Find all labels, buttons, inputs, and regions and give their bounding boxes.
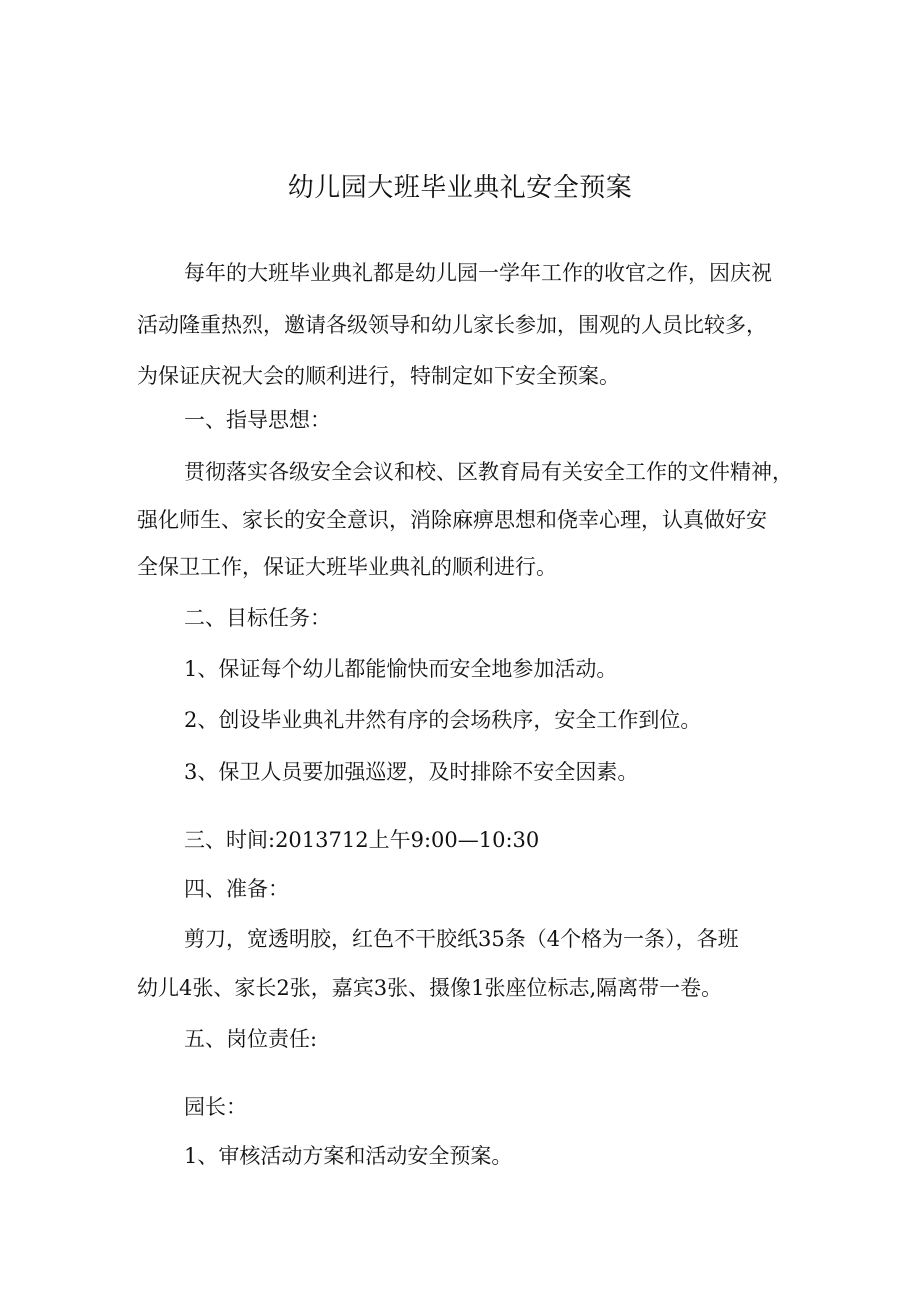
section1-line-2: 强化师生、家长的安全意识，消除麻痹思想和侥幸心理，认真做好安 xyxy=(137,508,767,532)
section2-item-2: 2、创设毕业典礼井然有序的会场秩序，安全工作到位。 xyxy=(184,708,702,732)
section4-line-2: 幼儿4张、家长2张，嘉宾3张、摄像1张座位标志,隔离带一卷。 xyxy=(137,976,723,1000)
section2-item-1: 1、保证每个幼儿都能愉快而安全地参加活动。 xyxy=(184,657,618,681)
intro-line-2: 活动隆重热烈，邀请各级领导和幼儿家长参加，围观的人员比较多， xyxy=(137,313,767,337)
section3-time: 三、时间:2013712上午9:00—10:30 xyxy=(184,828,540,852)
section4-heading: 四、准备： xyxy=(184,877,289,901)
section1-line-3: 全保卫工作，保证大班毕业典礼的顺利进行。 xyxy=(137,555,557,579)
intro-line-3: 为保证庆祝大会的顺利进行，特制定如下安全预案。 xyxy=(137,364,620,388)
principal-item-1: 1、审核活动方案和活动安全预案。 xyxy=(184,1144,513,1168)
intro-line-1: 每年的大班毕业典礼都是幼儿园一学年工作的收官之作，因庆祝 xyxy=(184,261,772,285)
principal-label: 园长： xyxy=(184,1095,247,1119)
section2-item-3: 3、保卫人员要加强巡逻，及时排除不安全因素。 xyxy=(184,760,639,784)
section1-heading: 一、指导思想： xyxy=(184,408,331,432)
section2-heading: 二、目标任务： xyxy=(184,606,331,630)
document-title: 幼儿园大班毕业典礼安全预案 xyxy=(287,173,633,203)
section1-line-1: 贯彻落实各级安全会议和校、区教育局有关安全工作的文件精神， xyxy=(184,460,793,484)
section4-line-1: 剪刀，宽透明胶，红色不干胶纸35条（4个格为一条），各班 xyxy=(184,927,739,951)
section5-heading: 五、岗位责任: xyxy=(184,1027,318,1051)
